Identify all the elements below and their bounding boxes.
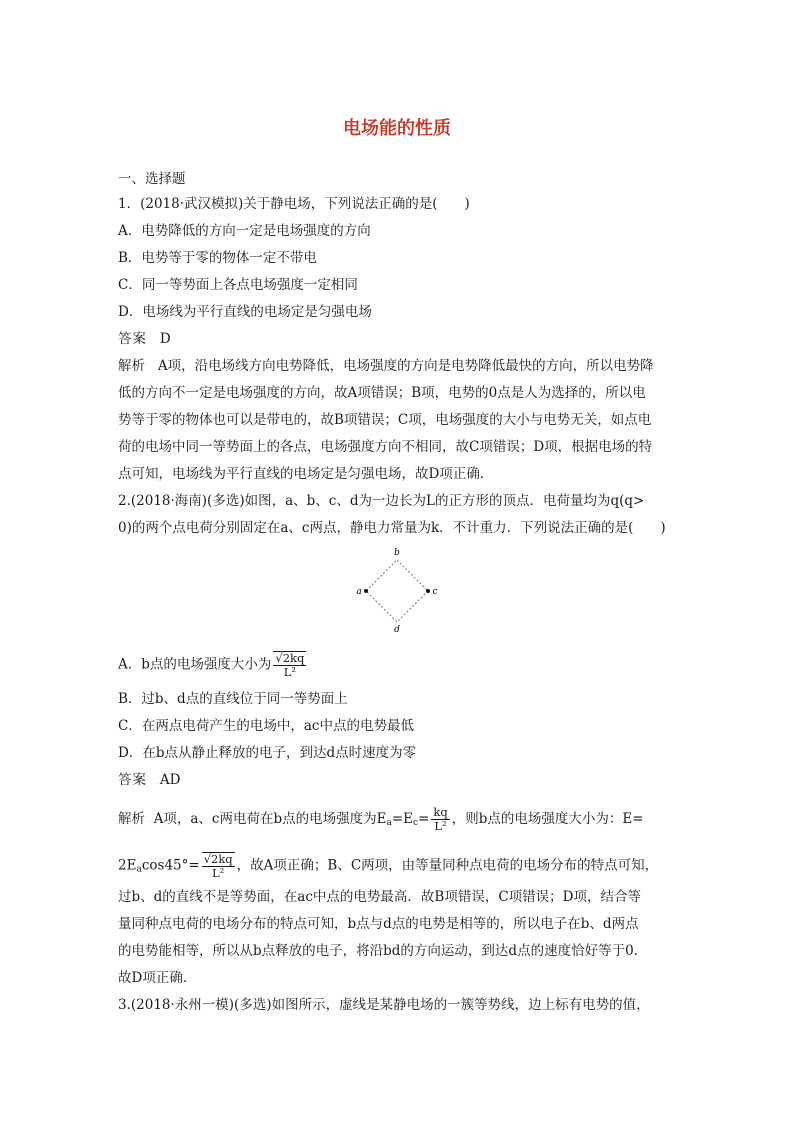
square-dashed-outline bbox=[366, 560, 428, 622]
q1-answer-label: 答案 bbox=[118, 331, 147, 347]
q2-analysis-line-3: 过b、d的直线不是等势面，在ac中点的电势最高．故B项错误，C项错误；D项，结合等 bbox=[118, 889, 641, 905]
q1-answer bbox=[118, 330, 171, 348]
q1-stem: 1．(2018·武汉模拟)关于静电场，下列说法正确的是( ) bbox=[118, 196, 470, 212]
q2-option-d: D．在b点从静止释放的电子，到达d点时速度为零 bbox=[118, 745, 417, 761]
q2-option-c: C．在两点电荷产生的电场中，ac中点的电势最低 bbox=[118, 718, 414, 734]
q2-analysis-line-6: 故D项正确． bbox=[118, 970, 197, 986]
q1-answer-value: D bbox=[159, 331, 171, 347]
q2-answer bbox=[118, 771, 180, 789]
q1-analysis-line-1: 解析 A项，沿电场线方向电势降低，电场强度的方向是电势降低最快的方向，所以电势降 bbox=[118, 358, 654, 374]
q1-option-a: A．电势降低的方向一定是电场强度的方向 bbox=[118, 223, 371, 239]
q2-analysis-label: 解析 bbox=[118, 811, 145, 827]
q1-option-b: B．电势等于零的物体一定不带电 bbox=[118, 250, 317, 266]
q2-analysis-line-4: 量同种点电荷的电场分布的特点可知，b点与d点的电势是相等的，所以电子在b、d两点 bbox=[118, 916, 639, 932]
q3-stem: 3.(2018·永州一模)(多选)如图所示，虚线是某静电场的一簇等势线，边上标有电势的值， bbox=[118, 997, 650, 1013]
q2-analysis-fraction-1: $\frac{kq}{\text{L²}}$ bbox=[433, 805, 448, 833]
q2-analysis-line-5: 的电势能相等，所以从b点释放的电子，将沿bd的方向运动，到达d点的速度恰好等于0. bbox=[118, 943, 638, 959]
q2-stem-line-1: 2.(2018·海南)(多选)如图，a、b、c、d为一边长为L的正方形的顶点．电荷量均为q(q> bbox=[118, 493, 645, 509]
page-title: 电场能的性质 bbox=[343, 118, 451, 139]
q1-analysis-label: 解析 bbox=[118, 358, 145, 374]
square-charge-diagram bbox=[352, 546, 442, 636]
q1-analysis-line-3: 势等于零的物体也可以是带电的，故B项错误；C项，电场强度的大小与电势无关，如点电 bbox=[118, 412, 652, 428]
q2-analysis-line-1: 解析 A项，a、c两电荷在b点的电场强度为$E_a=E_c=$ $\frac{kq}{\text{L²}}$ ，则b点的电场强度大小为：E= bbox=[118, 805, 644, 833]
q2-answer-value: AD bbox=[159, 772, 181, 788]
vertex-label-b: b bbox=[394, 548, 400, 558]
q1-analysis-line-4: 荷的电场中同一等势面上的各点，电场强度方向不相同，故C项错误；D项，根据电场的特 bbox=[118, 439, 653, 455]
q2-analysis-fraction-2: $\frac{√2kq}{\text{L²}}$ bbox=[203, 852, 233, 880]
q2-option-a: A．b点的电场强度大小为 $\frac{√2kq}{\text{L²}}$ bbox=[118, 651, 305, 679]
vertex-label-a: a bbox=[356, 587, 362, 597]
section-heading: 一、选择题 bbox=[118, 171, 186, 187]
q2-option-b: B．过b、d点的直线位于同一等势面上 bbox=[118, 691, 348, 707]
vertex-label-c: c bbox=[432, 587, 438, 597]
q2-answer-label: 答案 bbox=[118, 772, 147, 788]
vertex-label-d: d bbox=[394, 625, 400, 635]
q2-analysis-line-2: $2E_a\cos 45^\circ=$ $\frac{√2kq}{\text{L²}}$ ，故A项正确；B、C两项，由等量同种点电荷的电场分布的特点可知， bbox=[118, 852, 659, 880]
q1-analysis-line-2: 低的方向不一定是电场强度的方向，故A项错误；B项，电势的0点是人为选择的，所以电 bbox=[118, 385, 646, 401]
q2-stem-line-2: 0)的两个点电荷分别固定在a、c两点，静电力常量为k．不计重力．下列说法正确的是( ) bbox=[118, 520, 666, 536]
q2-option-a-fraction: $\frac{√2kq}{\text{L²}}$ bbox=[275, 651, 305, 679]
q1-option-c: C．同一等势面上各点电场强度一定相同 bbox=[118, 277, 358, 293]
charge-c-dot bbox=[426, 589, 430, 593]
q1-option-d: D．电场线为平行直线的电场定是匀强电场 bbox=[118, 304, 372, 320]
q1-analysis-line-5: 点可知，电场线为平行直线的电场定是匀强电场，故D项正确． bbox=[118, 466, 494, 482]
charge-a-dot bbox=[364, 589, 368, 593]
